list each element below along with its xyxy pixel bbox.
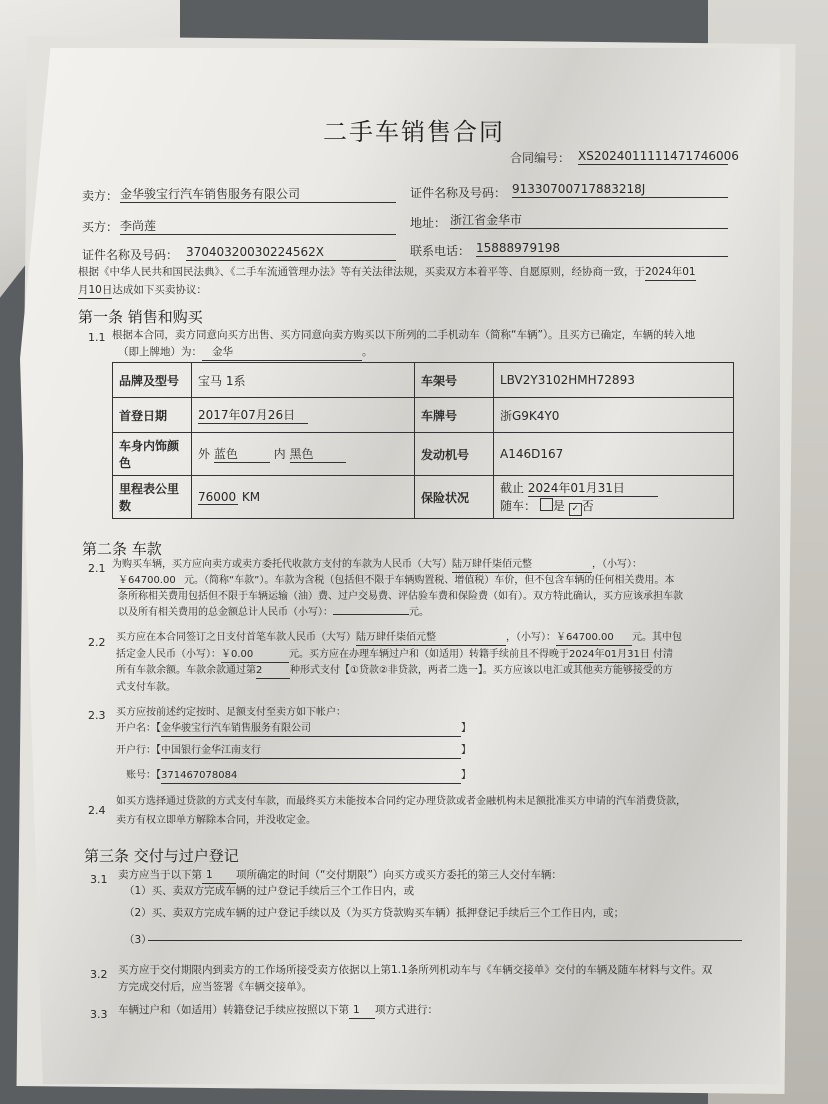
clause-2-1-line2	[118, 573, 674, 589]
clause-3-2-number: 3.2	[90, 968, 108, 981]
article-3-heading: 第三条 交付与过户登记	[84, 847, 239, 865]
intro-date-part-1: 2024年01	[645, 265, 696, 281]
clause-3-1-number: 3.1	[90, 873, 108, 886]
first-reg-cell	[192, 398, 415, 433]
insurance-until-row	[500, 479, 727, 497]
document-title: 二手车销售合同	[323, 118, 505, 146]
table-row	[113, 363, 734, 398]
contract-number-value: XS20240111114717460​06	[578, 149, 739, 163]
article-2-heading: 第二条 车款	[82, 540, 162, 558]
clause-3-3-line1	[118, 1003, 438, 1019]
account-name-row	[116, 721, 471, 737]
price-lower: ￥64700.00	[118, 573, 184, 589]
clause-3-1-line1	[118, 868, 562, 884]
clause-2-1-number: 2.1	[88, 562, 106, 575]
mileage-cell	[192, 476, 415, 519]
mileage-unit: KM	[241, 489, 261, 504]
checkbox-yes	[540, 498, 553, 511]
clause-2-2-text-c: 元。其中包	[632, 632, 682, 643]
mileage-label: 里程表公里数	[113, 476, 192, 519]
color-label: 车身内饰颜色	[113, 433, 192, 476]
clause-2-2-line3	[116, 663, 673, 679]
clause-2-1-text-d: 以及所有相关费用的总金额总计人民币（小写）：	[118, 607, 333, 618]
clause-2-1-line3: 条所称相关费用包括但不限于车辆运输（油）费、过户交易费、评估验车费和保险费（如有）。双方特此确认，买方应该承担车款	[118, 591, 683, 602]
seller-label: 卖方：	[82, 189, 119, 203]
first-payment-upper: 陆万肆仟柒佰元整	[356, 630, 506, 646]
clause-3-2-line2: 方完成交付后，应当签署《车辆交接单》。	[118, 981, 313, 993]
clause-3-3-text-b: 项方式进行：	[375, 1004, 438, 1016]
seller-id-value: 91330700717883218J	[512, 182, 728, 198]
payment-method-number: 2	[256, 663, 290, 679]
delivery-option-1: （1）买、卖双方完成车辆的过户登记手续后三个工作日内，或	[124, 885, 415, 897]
vehicle-info-table	[112, 362, 734, 519]
mileage-value: 76000	[198, 489, 237, 504]
intro-text-line2	[78, 283, 207, 299]
clause-2-3-line1: 买方应按前述约定按时、足额支付至卖方如下帐户：	[116, 707, 346, 718]
buyer-id-label: 证件名称及号码：	[82, 248, 179, 262]
clause-2-2-text-e: 元。买方应在办理车辆过户和（如适用）转籍手续前且不得晚于	[289, 649, 569, 660]
contract-number-label: 合同编号：	[510, 151, 571, 165]
table-row	[113, 433, 734, 476]
engine-value: A146D167	[494, 433, 734, 476]
color-out-value: 蓝色	[214, 445, 270, 463]
transfer-option-number: 1	[349, 1003, 375, 1019]
color-out-label: 外	[198, 447, 211, 461]
first-payment-lower: ￥64700.00	[556, 630, 632, 646]
account-number-value: 371467078084	[161, 768, 461, 784]
clause-3-1-text-b: 项所确定的时间（“交付期限”）向买方或买方委托的第三人交付车辆：	[236, 869, 562, 881]
payment-deadline: 2024年01月31日	[569, 647, 653, 663]
insurance-label: 保险状况	[415, 476, 494, 519]
account-bank-label: 开户行：【	[116, 745, 161, 756]
bracket-close: 】	[461, 745, 471, 756]
clause-2-2-text-f: 付清	[653, 649, 673, 660]
clause-1-1-end: 。	[362, 346, 373, 358]
seller-value: 金华骏宝行汽车销售服务有限公司	[120, 187, 396, 203]
buyer-id-value: 37040320030224562X	[186, 245, 396, 261]
clause-2-1-text-b: ，（小写）：	[592, 559, 642, 570]
phone-value: 15888979198	[476, 241, 728, 257]
delivery-option-3: （3）	[124, 934, 152, 946]
clause-2-2-text-d: 括定金人民币（小写）：	[116, 649, 221, 660]
clause-2-3-number: 2.3	[88, 709, 106, 722]
clause-2-2-text-h: 种形式支付【①贷款②非贷款，两者二选一】。买方应该以电汇或其他卖方能够接受的方	[290, 665, 673, 676]
delivery-option-2: （2）买、卖双方完成车辆的过户登记手续以及（为买方贷款购买车辆）抵押登记手续后三个工作日内，或；	[124, 907, 625, 919]
plate-value: 浙G9K4Y0	[494, 398, 734, 433]
account-name-label: 开户名：【	[116, 723, 161, 734]
bracket-close: 】	[461, 770, 471, 781]
clause-1-1-number: 1.1	[88, 331, 106, 344]
deposit-amount: ￥0.00	[221, 647, 289, 663]
account-bank-row	[116, 743, 471, 759]
clause-2-1-line4	[118, 605, 429, 620]
clause-2-4-number: 2.4	[88, 804, 106, 817]
clause-3-3-number: 3.3	[90, 1008, 108, 1021]
clause-2-2-line4: 式支付车款。	[116, 682, 176, 693]
buyer-label: 买方：	[82, 220, 119, 234]
brand-label: 品牌及型号	[113, 363, 192, 398]
vin-label: 车架号	[415, 363, 494, 398]
price-upper: 陆万肆仟柒佰元整	[452, 557, 592, 573]
buyer-value: 李尚莲	[120, 219, 396, 235]
delivery-option-number: 1	[202, 868, 236, 884]
checkbox-yes-label: 是	[552, 498, 565, 513]
insurance-cell	[494, 476, 734, 519]
clause-2-2-text-a: 买方应在本合同签订之日支付首笔车款人民币（大写）	[116, 632, 356, 643]
insurance-until-label: 截止	[500, 480, 525, 495]
color-in-value: 黑色	[290, 445, 346, 463]
seller-id-label: 证件名称及号码：	[410, 186, 507, 200]
account-number-label: 账号：【	[126, 770, 161, 781]
clause-2-2-line2	[116, 647, 673, 663]
clause-2-2-line1	[116, 630, 682, 646]
clause-2-4-line1: 如买方选择通过贷款的方式支付车款，而最终买方未能按本合同约定办理贷款或者金融机构未足额批准买方申请的汽车消费贷款，	[116, 796, 686, 807]
clause-2-2-number: 2.2	[88, 636, 106, 649]
clause-1-1-line2	[118, 345, 373, 361]
clause-3-2-line1: 买方应于交付期限内到卖方的工作场所接受卖方依据以上第1.1条所列机动车与《车辆交接单》交付的车辆及随车材料与文件。双	[118, 964, 713, 976]
insurance-follow-label: 随车：	[500, 498, 537, 513]
article-1-heading: 第一条 销售和购买	[78, 308, 203, 326]
registration-place: 金华	[202, 345, 362, 361]
total-amount-blank	[333, 614, 409, 615]
table-row	[113, 476, 734, 519]
clause-2-2-text-g: 所有车款余额。车款余款通过第	[116, 665, 256, 676]
clause-1-1-line1: 根据本合同，卖方同意向买方出售、买方同意向卖方购买以下所列的二手机动车（简称“车辆”）。且买方已确定，车辆的转入地	[112, 329, 696, 341]
phone-label: 联系电话：	[410, 244, 471, 258]
intro-text-2: 达成如下买卖协议：	[112, 284, 207, 296]
account-bank-value: 中国银行金华江南支行	[161, 743, 461, 759]
account-number-row	[126, 768, 471, 784]
clause-2-1-text-a: 为购买车辆，买方应向卖方或卖方委托代收款方支付的车款为人民币（大写）	[112, 559, 452, 570]
intro-date-part-2: 月10日	[78, 283, 112, 299]
clause-2-1-text-c: 元。（简称“车款”）。车款为含税（包括但不限于车辆购置税、增值税）车价，但不包含车辆的任何相关费用。本	[184, 575, 675, 586]
clause-3-1-text-a: 卖方应当于以下第	[118, 869, 202, 881]
intro-text	[78, 265, 696, 281]
bracket-close: 】	[461, 723, 471, 734]
plate-label: 车牌号	[415, 398, 494, 433]
delivery-option-3-blank	[148, 940, 742, 941]
color-cell	[192, 433, 415, 476]
brand-value: 宝马 1系	[192, 363, 415, 398]
account-name-value: 金华骏宝行汽车销售服务有限公司	[161, 721, 461, 737]
checkbox-no-checked-icon: ✓	[569, 503, 582, 516]
clause-2-4-line2: 卖方有权立即单方解除本合同，并没收定金。	[116, 815, 316, 826]
clause-2-1-text-e: 元。	[409, 607, 429, 618]
intro-text-1: 根据《中华人民共和国民法典》、《二手车流通管理办法》等有关法律法规，买卖双方本着平等、自愿原则，经协商一致，于	[78, 266, 645, 278]
clause-1-1-line2-text: （即上牌地）为：	[118, 346, 202, 358]
color-in-label: 内	[273, 447, 286, 461]
first-reg-label: 首登日期	[113, 398, 192, 433]
engine-label: 发动机号	[415, 433, 494, 476]
address-value: 浙江省金华市	[450, 213, 728, 229]
checkbox-no-label: 否	[581, 498, 594, 513]
insurance-until-value: 2024年01月31日	[528, 479, 658, 497]
vin-value: LBV2Y3102HMH72893	[494, 363, 734, 398]
insurance-follow-row	[500, 497, 727, 516]
first-reg-value: 2017年07月26日	[198, 406, 308, 424]
table-row	[113, 398, 734, 433]
clause-3-3-text-a: 车辆过户和（如适用）转籍登记手续应按照以下第	[118, 1004, 349, 1016]
clause-2-1-line1	[112, 557, 642, 573]
clause-2-2-text-b: ，（小写）：	[506, 632, 556, 643]
address-label: 地址：	[410, 216, 447, 230]
